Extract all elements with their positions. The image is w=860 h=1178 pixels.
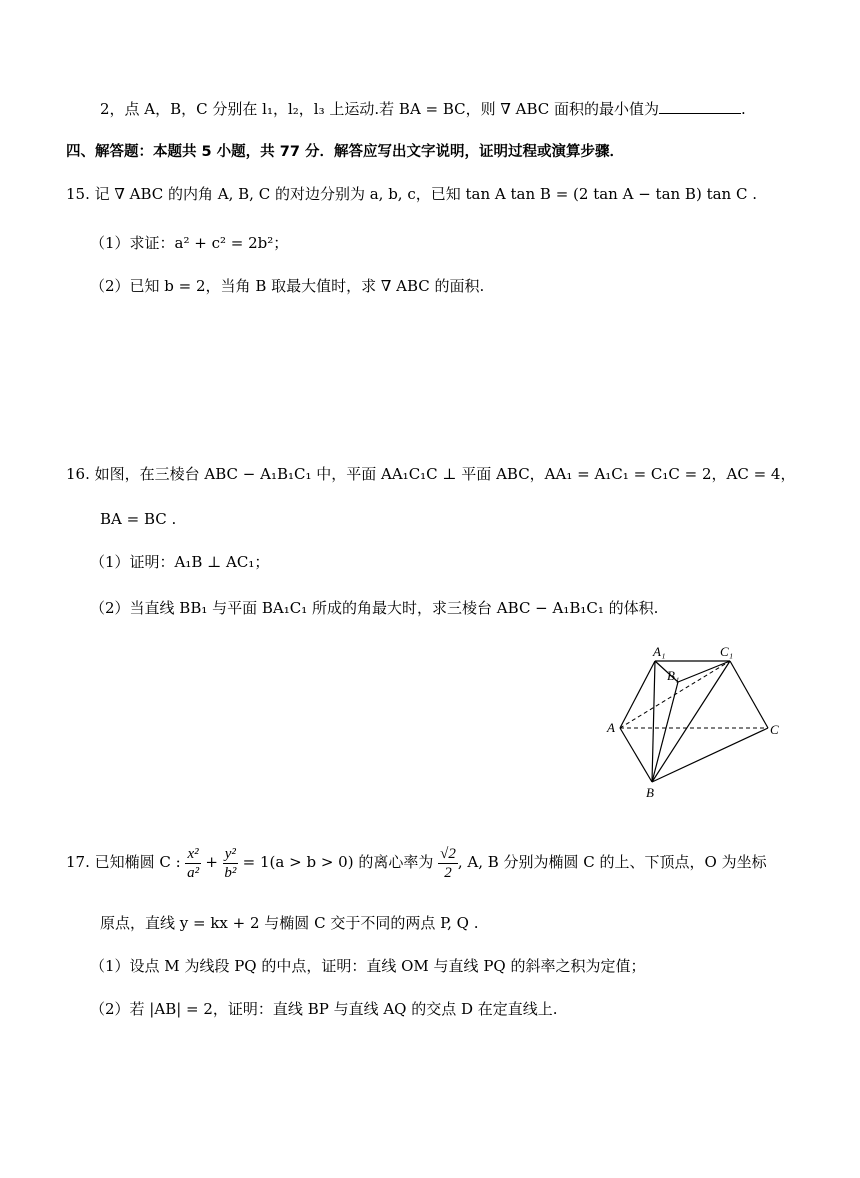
frac-num: y²: [224, 845, 236, 862]
label-A: A: [607, 720, 615, 735]
label-A1: A₁: [653, 644, 666, 659]
label-C1: C₁: [720, 644, 734, 659]
q16-stem-cont: BA = BC .: [100, 510, 177, 528]
q17-part2: （2）若 |AB| = 2，证明：直线 BP 与直线 AQ 的交点 D 在定直线上.: [90, 1000, 558, 1018]
q15-part1: （1）求证：a² + c² = 2b²；: [90, 234, 289, 252]
q16-part1: （1）证明：A₁B ⊥ AC₁；: [90, 553, 270, 571]
frac-den: a²: [187, 864, 200, 881]
frustum-figure: [600, 640, 800, 805]
ellipse-eq-end: = 1(a > b > 0) 的离心率为: [237, 853, 439, 871]
q16-part2: （2）当直线 BB₁ 与平面 BA₁C₁ 所成的角最大时，求三棱台 ABC − A₁B₁C₁ 的体积.: [90, 599, 659, 617]
q14-text: 2，点 A，B，C 分别在 l₁，l₂，l₃ 上运动.若 BA = BC，则 ∇ ABC 面积的最小值为: [100, 100, 660, 118]
label-C: C: [770, 722, 779, 737]
frac-den: 2: [444, 864, 452, 881]
edge-B1C1: [678, 661, 730, 682]
edge-C1C: [730, 661, 768, 728]
edge-AB: [620, 728, 652, 782]
q15-part2: （2）已知 b = 2，当角 B 取最大值时，求 ∇ ABC 的面积.: [90, 277, 485, 295]
q17-stem: [66, 842, 767, 882]
edge-AA1: [620, 661, 655, 728]
answer-blank: [659, 99, 741, 114]
q17-stem-cont: 原点，直线 y = kx + 2 与椭圆 C 交于不同的两点 P, Q .: [100, 914, 479, 932]
frac-eccentricity: [438, 845, 458, 882]
q14-tail: [100, 98, 746, 120]
frac-den: b²: [224, 864, 237, 881]
edge-A1B: [652, 661, 655, 782]
frac-y2-b2: [223, 845, 238, 882]
frac-x2-a2: [185, 845, 200, 882]
label-B: B: [646, 785, 654, 800]
q14-end: .: [741, 100, 746, 118]
q17-intro: 17. 已知椭圆 C :: [66, 853, 181, 871]
label-B1: B₁: [667, 668, 680, 683]
frac-num: √2: [440, 845, 456, 862]
q17-rest: , A, B 分别为椭圆 C 的上、下顶点，O 为坐标: [457, 853, 767, 871]
edge-BB1: [652, 682, 678, 782]
frac-num: x²: [187, 845, 199, 862]
q16-stem: 16. 如图，在三棱台 ABC − A₁B₁C₁ 中，平面 AA₁C₁C ⊥ 平面 ABC，AA₁ = A₁C₁ = C₁C = 2，AC = 4，: [66, 465, 796, 483]
plus-sign: +: [200, 853, 223, 871]
q15-stem: 15. 记 ∇ ABC 的内角 A, B, C 的对边分别为 a, b, c，已知 tan A tan B = (2 tan A − tan B) tan C .: [66, 185, 757, 203]
section-header: 四、解答题：本题共 5 小题，共 77 分．解答应写出文字说明，证明过程或演算步骤．: [66, 144, 624, 160]
q17-part1: （1）设点 M 为线段 PQ 的中点，证明：直线 OM 与直线 PQ 的斜率之积为定值；: [90, 957, 646, 975]
